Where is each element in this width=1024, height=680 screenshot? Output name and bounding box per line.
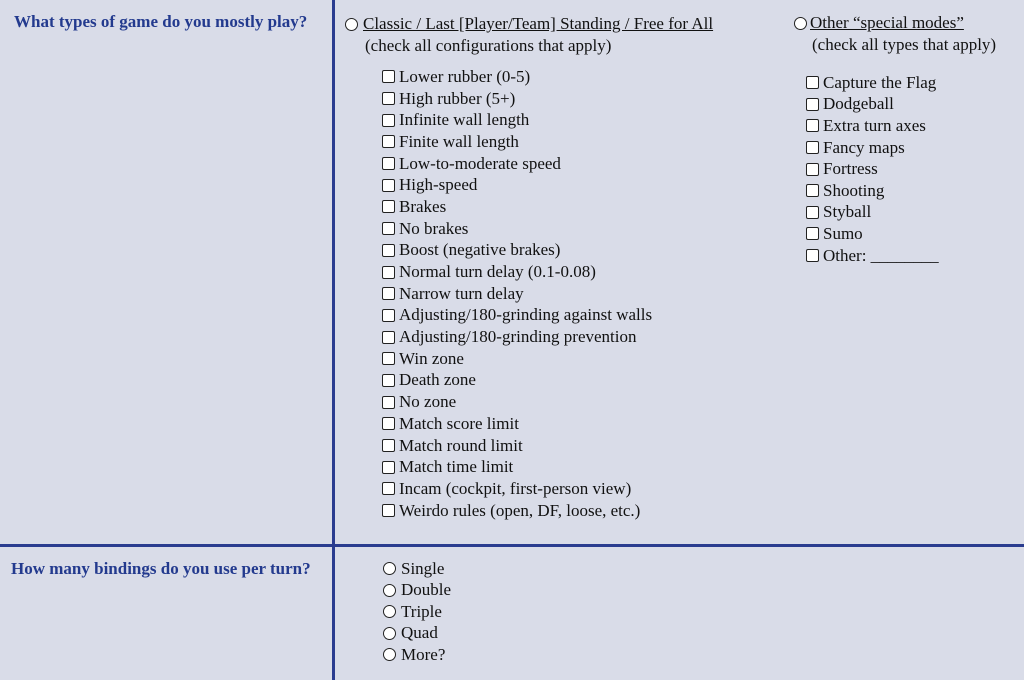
special-modes-option[interactable] [794,13,964,33]
classic-option-match-time-limit[interactable] [382,456,652,478]
bindings-radio[interactable] [383,584,396,597]
classic-option-low-to-moderate-speed[interactable] [382,153,652,175]
bindings-option-single[interactable] [383,558,451,580]
bindings-radio[interactable] [383,562,396,575]
classic-checkbox[interactable] [382,374,395,387]
classic-option-label: Match time limit [399,457,514,477]
special-option-label: Extra turn axes [823,115,926,135]
classic-checkbox[interactable] [382,70,395,83]
classic-option-adjusting-180-grinding-against-walls[interactable] [382,305,652,327]
classic-checkbox[interactable] [382,482,395,495]
classic-checkbox[interactable] [382,135,395,148]
classic-option-label: Boost (negative brakes) [399,240,561,260]
classic-checkbox[interactable] [382,287,395,300]
special-checkbox[interactable] [806,119,819,132]
classic-checkbox[interactable] [382,352,395,365]
special-checkbox[interactable] [806,98,819,111]
special-option-shooting[interactable] [806,180,939,202]
classic-option-normal-turn-delay-0-1-0-08[interactable] [382,261,652,283]
classic-option-no-zone[interactable] [382,391,652,413]
special-checkbox[interactable] [806,206,819,219]
column-divider [332,0,335,680]
classic-option-label: Brakes [399,196,447,216]
special-option-sumo[interactable] [806,223,939,245]
special-option-dodgeball[interactable] [806,94,939,116]
special-option-fortress[interactable] [806,158,939,180]
row-divider [0,544,1024,547]
special-checkbox[interactable] [806,141,819,154]
classic-option-label: Match round limit [399,435,523,455]
classic-checkbox[interactable] [382,331,395,344]
classic-option-label: Finite wall length [399,131,519,151]
classic-option-high-rubber-5[interactable] [382,88,652,110]
classic-radio[interactable] [345,18,358,31]
classic-option-label: No zone [399,392,457,412]
bindings-question: How many bindings do you use per turn? [11,559,311,578]
classic-checkbox[interactable] [382,200,395,213]
special-option-label: Other: ________ [823,245,939,265]
classic-option-infinite-wall-length[interactable] [382,109,652,131]
classic-option-narrow-turn-delay[interactable] [382,283,652,305]
special-checkbox[interactable] [806,163,819,176]
classic-label: Classic / Last [Player/Team] Standing / Free for All [363,14,714,33]
bindings-option-label: Triple [401,601,442,621]
classic-option-label: Infinite wall length [399,110,530,130]
classic-option-death-zone[interactable] [382,370,652,392]
bindings-radio[interactable] [383,648,396,661]
classic-option-boost-negative-brakes[interactable] [382,240,652,262]
special-option-other[interactable] [806,245,939,267]
bindings-options-list [383,558,451,666]
special-option-label: Fortress [823,159,878,179]
special-option-styball[interactable] [806,202,939,224]
special-option-fancy-maps[interactable] [806,137,939,159]
classic-option-no-brakes[interactable] [382,218,652,240]
special-checkbox[interactable] [806,249,819,262]
classic-option-label: Adjusting/180-grinding against walls [399,305,653,325]
classic-checkbox[interactable] [382,179,395,192]
classic-option-weirdo-rules-open-df-loose-etc[interactable] [382,500,652,522]
classic-option-win-zone[interactable] [382,348,652,370]
classic-option-label: Lower rubber (0-5) [399,66,531,86]
special-modes-note: (check all types that apply) [812,35,997,54]
classic-option[interactable] [345,14,713,34]
classic-option-finite-wall-length[interactable] [382,131,652,153]
bindings-radio[interactable] [383,627,396,640]
special-option-label: Sumo [823,223,863,243]
special-checkbox[interactable] [806,227,819,240]
bindings-option-triple[interactable] [383,601,451,623]
special-option-capture-the-flag[interactable] [806,72,939,94]
special-option-label: Fancy maps [823,137,905,157]
classic-option-incam-cockpit-first-person-view[interactable] [382,478,652,500]
bindings-radio[interactable] [383,605,396,618]
classic-checkbox[interactable] [382,439,395,452]
classic-checkbox[interactable] [382,396,395,409]
classic-checkbox[interactable] [382,504,395,517]
classic-checkbox[interactable] [382,244,395,257]
classic-checkbox[interactable] [382,309,395,322]
classic-option-label: Adjusting/180-grinding prevention [399,327,637,347]
special-modes-radio[interactable] [794,17,807,30]
special-option-label: Capture the Flag [823,72,937,92]
game-types-question: What types of game do you mostly play? [14,12,308,31]
bindings-option-label: Single [401,558,445,578]
classic-option-label: Win zone [399,348,464,368]
classic-checkbox[interactable] [382,222,395,235]
classic-option-match-score-limit[interactable] [382,413,652,435]
special-option-label: Shooting [823,180,885,200]
bindings-option-label: More? [401,644,446,664]
special-modes-list [806,72,939,266]
special-option-extra-turn-axes[interactable] [806,115,939,137]
bindings-option-label: Double [401,580,452,600]
classic-option-label: Low-to-moderate speed [399,153,561,173]
special-modes-label: Other “special modes” [810,13,964,32]
classic-option-label: Normal turn delay (0.1-0.08) [399,262,596,282]
special-option-label: Dodgeball [823,94,894,114]
bindings-option-quad[interactable] [383,623,451,645]
classic-option-brakes[interactable] [382,196,652,218]
special-checkbox[interactable] [806,184,819,197]
classic-checkbox[interactable] [382,417,395,430]
classic-option-label: High-speed [399,175,478,195]
classic-note: (check all configurations that apply) [365,36,612,55]
classic-checkbox[interactable] [382,461,395,474]
classic-checkbox[interactable] [382,114,395,127]
classic-option-label: Weirdo rules (open, DF, loose, etc.) [399,500,641,520]
classic-option-label: No brakes [399,218,469,238]
classic-option-label: Match score limit [399,413,519,433]
classic-option-label: Death zone [399,370,476,390]
classic-checkbox[interactable] [382,157,395,170]
classic-option-lower-rubber-0-5[interactable] [382,66,652,88]
classic-option-match-round-limit[interactable] [382,435,652,457]
bindings-option-label: Quad [401,623,438,643]
classic-option-label: Narrow turn delay [399,283,524,303]
classic-option-label: Incam (cockpit, first-person view) [399,478,632,498]
bindings-option-more[interactable] [383,644,451,666]
special-option-label: Styball [823,202,872,222]
classic-checkbox[interactable] [382,92,395,105]
bindings-option-double[interactable] [383,580,451,602]
classic-option-label: High rubber (5+) [399,88,516,108]
special-checkbox[interactable] [806,76,819,89]
classic-option-high-speed[interactable] [382,174,652,196]
classic-option-adjusting-180-grinding-prevention[interactable] [382,326,652,348]
classic-config-list [382,66,652,521]
classic-checkbox[interactable] [382,266,395,279]
